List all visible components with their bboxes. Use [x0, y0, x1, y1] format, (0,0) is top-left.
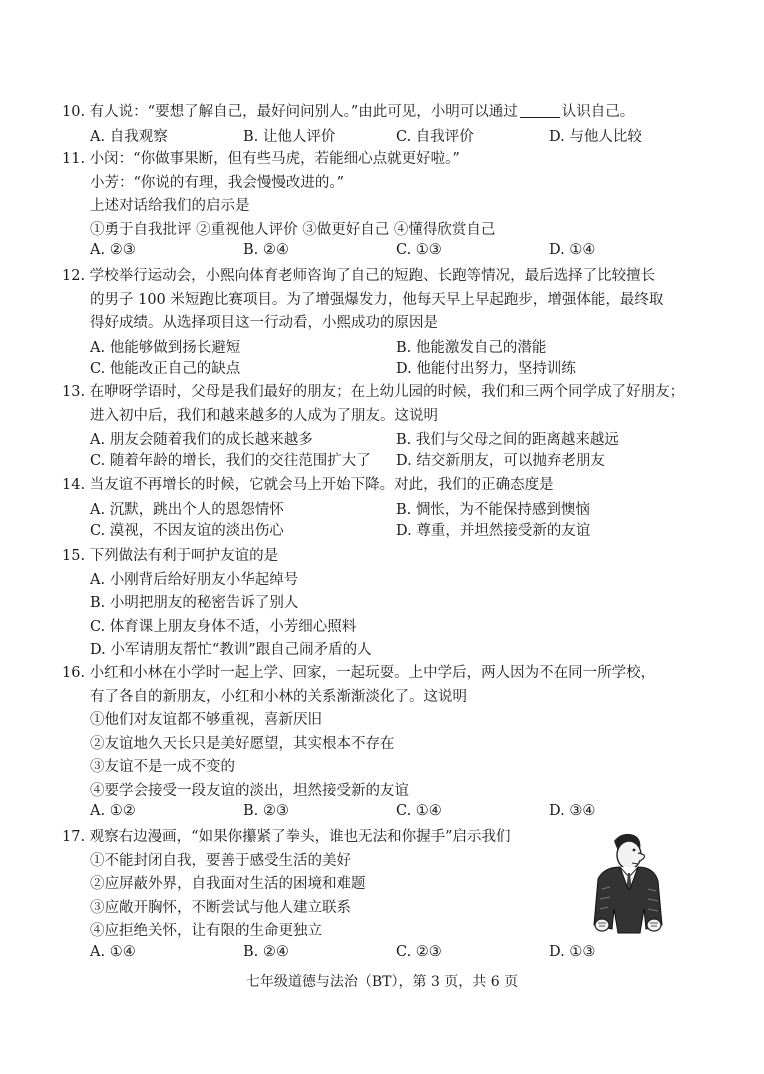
- option-a: A. ①②: [90, 803, 136, 819]
- question-10: [62, 101, 702, 146]
- statement-1: ①他们对友谊都不够重视，喜新厌旧: [90, 712, 322, 728]
- statement-2: ②应屏蔽外界，自我面对生活的困境和难题: [90, 876, 366, 892]
- option-c: C. ②③: [396, 943, 442, 960]
- option-a: A. ①④: [90, 943, 136, 960]
- option-c: C. 体育课上朋友身体不适，小芳细心照料: [90, 618, 357, 635]
- options-row: [62, 428, 702, 449]
- question-stem: 12. 学校举行运动会，小熙向体育老师咨询了自己的短跑、长跑等情况，最后选择了比较擅长: [62, 268, 656, 284]
- option-d: D. 小军请朋友帮忙“教训”跟自己闹矛盾的人: [90, 642, 372, 658]
- statement-4: ④要学会接受一段友谊的淡出，坦然接受新的友谊: [90, 782, 409, 799]
- option-c: C. ①④: [396, 803, 442, 819]
- question-stem-cont: 得好成绩。从选择项目这一行动看，小熙成功的原因是: [90, 315, 438, 331]
- statement-list: ①勇于自我批评 ②重视他人评价 ③做更好自己 ④懂得欣赏自己: [90, 221, 496, 238]
- option-c: C. 他能改正自己的缺点: [90, 360, 241, 377]
- option-d: D. ①③: [549, 943, 596, 960]
- options-row: [62, 357, 702, 378]
- question-12: [62, 265, 702, 378]
- options-row: [62, 519, 702, 540]
- option-b: B. 惆怅，为不能保持感到懊恼: [396, 501, 590, 518]
- option-d: D. 与他人比较: [549, 128, 642, 145]
- option-b: B. 我们与父母之间的距离越来越远: [396, 432, 619, 448]
- option-c: C. 随着年龄的增长，我们的交往范围扩大了: [90, 453, 371, 469]
- option-b: B. ②④: [243, 943, 289, 960]
- option-c: C. 自我评价: [396, 128, 474, 145]
- option-d: D. 结交新朋友，可以抛弃老朋友: [396, 453, 605, 469]
- question-stem-cont: 有了各自的新朋友，小红和小林的关系渐渐淡化了。这说明: [90, 688, 467, 705]
- question-11: [62, 148, 702, 258]
- dialogue-line: 小芳：“你说的有理，我会慢慢改进的。”: [90, 174, 345, 191]
- cartoon-illustration: [584, 829, 668, 939]
- option-d: D. ③④: [549, 803, 596, 819]
- option-a: A. 自我观察: [90, 128, 168, 145]
- option-b: B. ②④: [243, 242, 289, 258]
- option-a: A. 朋友会随着我们的成长越来越多: [90, 432, 313, 448]
- page-footer: 七年级道德与法治（BT），第 3 页，共 6 页: [245, 974, 519, 990]
- options-row: [62, 498, 702, 519]
- statement-4: ④应拒绝关怀，让有限的生命更独立: [90, 923, 322, 939]
- question-13: [62, 381, 702, 470]
- option-a: A. 小刚背后给好朋友小华起绰号: [90, 571, 299, 588]
- option-d: D. 尊重，并坦然接受新的友谊: [396, 522, 591, 539]
- option-b: B. 小明把朋友的秘密告诉了别人: [90, 595, 299, 611]
- question-stem: 11. 小闵：“你做事果断，但有些马虎，若能细心点就更好啦。”: [62, 151, 460, 167]
- question-stem: 14. 当友谊不再增长的时候，它就会马上开始下降。对此，我们的正确态度是: [62, 477, 554, 493]
- options-row: [62, 803, 702, 819]
- statement-2: ②友谊地久天长只是美好愿望，其实根本不存在: [90, 735, 395, 752]
- option-b: B. 他能激发自己的潜能: [396, 339, 547, 356]
- option-c: C. 漠视，不因友谊的淡出伤心: [90, 522, 284, 539]
- option-b: B. ②③: [243, 803, 289, 819]
- option-c: C. ①③: [396, 242, 442, 258]
- options-row: [62, 336, 702, 357]
- option-d: D. 他能付出努力，坚持训练: [396, 360, 576, 377]
- question-stem: 10. 有人说：“要想了解自己，最好问问别人。”由此可见，小明可以通过 认识自己。: [62, 104, 635, 120]
- option-a: A. ②③: [90, 242, 136, 258]
- statement-1: ①不能封闭自我，要善于感受生活的美好: [90, 852, 351, 869]
- option-d: D. ①④: [549, 242, 596, 258]
- question-14: [62, 474, 702, 540]
- question-stem: 17. 观察右边漫画，“如果你攥紧了拳头，谁也无法和你握手”启示我们: [62, 829, 511, 845]
- statement-3: ③应敞开胸怀，不断尝试与他人建立联系: [90, 899, 351, 916]
- question-prompt: 上述对话给我们的启示是: [90, 198, 250, 214]
- option-a: A. 他能够做到扬长避短: [90, 339, 241, 356]
- question-stem-cont: 进入初中后，我们和越来越多的人成为了朋友。这说明: [90, 407, 438, 424]
- question-stem: 16. 小红和小林在小学时一起上学、回家，一起玩耍。上中学后，两人因为不在同一所学校，: [62, 665, 656, 681]
- answer-blank: [520, 103, 560, 118]
- options-row: [62, 944, 702, 960]
- options-row: [62, 449, 702, 470]
- statement-3: ③友谊不是一成不变的: [90, 759, 235, 775]
- question-stem-cont: 的男子 100 米短跑比赛项目。为了增强爆发力，他每天早上早起跑步，增强体能，最终取: [90, 291, 664, 308]
- question-15: [62, 545, 702, 663]
- question-stem: 15. 下列做法有利于呵护友谊的是: [62, 548, 279, 564]
- options-row: [62, 242, 702, 258]
- question-stem: 13. 在咿呀学语时，父母是我们最好的朋友；在上幼儿园的时候，我们和三两个同学成了好朋友；: [62, 384, 685, 400]
- options-row: [62, 125, 702, 146]
- option-a: A. 沉默，跳出个人的恩怨情怀: [90, 501, 284, 518]
- question-16: [62, 662, 702, 819]
- option-b: B. 让他人评价: [243, 128, 336, 145]
